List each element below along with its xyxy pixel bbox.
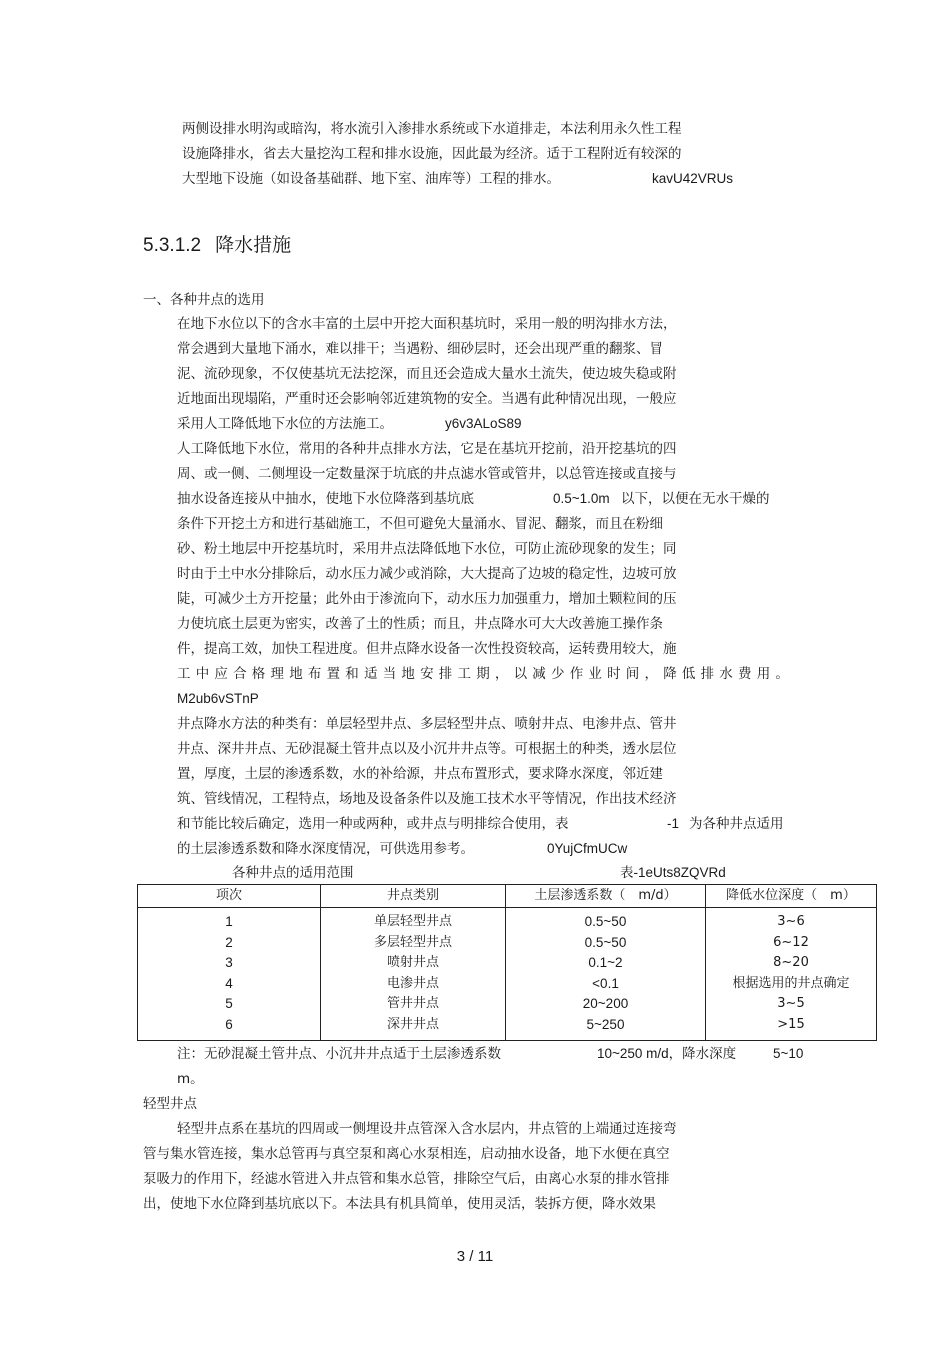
table-cell: 0.5~50 xyxy=(584,914,627,929)
table-header-cell: 项次 xyxy=(138,885,321,908)
index-column xyxy=(138,908,321,1041)
text-line: 采用人工降低地下水位的方法施工。 y6v3ALoS89 xyxy=(177,416,522,432)
table-cell: 深井井点 xyxy=(386,1016,439,1032)
table-note: m。 xyxy=(177,1071,204,1087)
code-label: M2ub6vSTnP xyxy=(177,691,259,706)
table-cell: 单层轻型井点 xyxy=(373,914,452,929)
table-row xyxy=(138,908,877,1041)
page-number: 3 / 11 xyxy=(456,1248,494,1265)
text-line: 在地下水位以下的含水丰富的土层中开挖大面积基坑时，采用一般的明沟排水方法， xyxy=(177,316,677,332)
text-line: 泵吸力的作用下，经滤水管进入井点管和集水总管，排除空气后，由离心水泵的排水管排 xyxy=(143,1171,670,1187)
table-cell: 6 xyxy=(225,1016,233,1032)
text-line: 出，使地下水位降到基坑底以下。本法具有机具简单，使用灵活，装拆方便，降水效果 xyxy=(143,1196,656,1212)
table-cell: <0.1 xyxy=(592,975,619,991)
heading-title: 降水措施 xyxy=(215,234,292,256)
table-cell: 2 xyxy=(225,934,233,950)
table-cell: 电渗井点 xyxy=(386,975,439,991)
subsection-title: 轻型井点 xyxy=(143,1096,197,1112)
text-line: 管与集水管连接，集水总管再与真空泵和离心水泵相连，启动抽水设备，地下水便在真空 xyxy=(143,1146,670,1162)
text-line: 工中应合格理地布置和适当地安排工期，以减少作业时间，降低排水费用。 xyxy=(177,666,795,682)
code-label: -1 xyxy=(667,816,680,831)
type-column xyxy=(321,908,506,1041)
depth-column xyxy=(706,908,877,1041)
table-cell: 多层轻型井点 xyxy=(373,934,452,950)
permeability-column xyxy=(506,908,706,1041)
table-cell: 3 xyxy=(225,955,233,970)
text-line: 条件下开挖土方和进行基础施工，不但可避免大量涌水、冒泥、翻浆，而且在粉细 xyxy=(177,516,663,532)
text-line: 的土层渗透系数和降水深度情况，可供选用参考。 0YujCfmUCw xyxy=(177,841,628,857)
text-line: 大型地下设施（如设备基础群、地下室、油库等）工程的排水。 kavU42VRUs xyxy=(182,171,734,187)
text-line: 陡，可减少土方开挖量；此外由于渗流向下，动水压力加强重力，增加土颗粒间的压 xyxy=(177,591,677,607)
heading-number: 5.3.1.2 xyxy=(143,235,202,256)
text-line: 和节能比较后确定，选用一种或两种，或井点与明排综合使用，表 -1 为各种井点适用 xyxy=(177,816,784,832)
table-cell: 4 xyxy=(225,975,233,991)
table-cell: 5 xyxy=(225,996,233,1011)
text-line: 砂、粉土地层中开挖基坑时，采用井点法降低地下水位，可防止流砂现象的发生；同 xyxy=(177,541,677,557)
text-line: 筑、管线情况，工程特点，场地及设备条件以及施工技术水平等情况，作出技术经济 xyxy=(177,791,677,807)
text-line: 人工降低地下水位，常用的各种井点排水方法，它是在基坑开挖前，沿开挖基坑的四 xyxy=(177,441,677,457)
table-cell: 8~20 xyxy=(773,955,809,970)
table-cell: 1 xyxy=(225,914,233,929)
table-cell: 6~12 xyxy=(773,934,809,950)
text-line: 井点、深井井点、无砂混凝土管井点以及小沉井井点等。可根据土的种类，透水层位 xyxy=(177,741,677,757)
table-cell: >15 xyxy=(777,1016,805,1032)
text-line: 设施降排水，省去大量挖沟工程和排水设施，因此最为经济。适于工程附近有较深的 xyxy=(182,146,682,162)
text-line: 置，厚度，土层的渗透系数，水的补给源，井点布置形式，要求降水深度，邻近建 xyxy=(177,766,663,782)
section-heading xyxy=(143,230,291,257)
code-label: kavU42VRUs xyxy=(652,171,734,186)
table-caption: 各种井点的适用范围 xyxy=(232,865,354,881)
text-line: 抽水设备连接从中抽水，使地下水位降落到基坑底 0.5~1.0m 以下，以便在无水干燥的 xyxy=(177,491,770,507)
text-line: 井点降水方法的种类有：单层轻型井点、多层轻型井点、喷射井点、电渗井点、管井 xyxy=(177,716,677,732)
table-cell: 0.1~2 xyxy=(588,955,623,970)
table-cell: 0.5~50 xyxy=(584,934,627,950)
table-header-cell: 降低水位深度（ m） xyxy=(706,885,877,908)
code-label: 0.5~1.0m xyxy=(553,491,610,506)
table-cell: 3~5 xyxy=(777,996,805,1011)
section-title: 一、各种井点的选用 xyxy=(143,292,265,308)
text-line: 近地面出现塌陷，严重时还会影响邻近建筑物的安全。当遇有此种情况出现，一般应 xyxy=(177,391,677,407)
table-note: 注：无砂混凝土管井点、小沉井井点适于土层渗透系数 10~250 m/d，降水深度 5~10 xyxy=(177,1046,804,1062)
code-label: 0YujCfmUCw xyxy=(547,841,628,856)
table-header-cell: 土层渗透系数（ m/d） xyxy=(506,885,706,908)
text-line: 时由于土中水分排除后，动水压力减少或消除，大大提高了边坡的稳定性，边坡可放 xyxy=(177,566,677,582)
table-header-row xyxy=(138,885,877,908)
table-caption-right: 表-1eUts8ZQVRd xyxy=(620,865,726,880)
table-cell: 根据选用的井点确定 xyxy=(732,975,850,991)
code-label: y6v3ALoS89 xyxy=(445,416,522,431)
text-line: 泥、流砂现象，不仅使基坑无法挖深，而且还会造成大量水土流失，使边坡失稳或附 xyxy=(177,366,677,382)
text-line: 轻型井点系在基坑的四周或一侧埋设井点管深入含水层内，井点管的上端通过连接弯 xyxy=(177,1121,677,1137)
table-cell: 管井井点 xyxy=(386,996,439,1011)
text-line: 常会遇到大量地下涌水，难以排干；当遇粉、细砂层时，还会出现严重的翻浆、冒 xyxy=(177,341,663,357)
text-line: 力使坑底土层更为密实，改善了土的性质；而且，井点降水可大大改善施工操作条 xyxy=(177,616,663,632)
text-line: 件，提高工效，加快工程进度。但井点降水设备一次性投资较高，运转费用较大，施 xyxy=(177,641,677,657)
table-cell: 喷射井点 xyxy=(386,955,439,970)
table-cell: 3~6 xyxy=(777,914,805,929)
table-header-cell: 井点类别 xyxy=(321,885,506,908)
text-line: 两侧设排水明沟或暗沟，将水流引入渗排水系统或下水道排走，本法利用永久性工程 xyxy=(182,121,682,137)
table-cell: 5~250 xyxy=(586,1016,625,1032)
table-cell: 20~200 xyxy=(582,996,629,1011)
text-line: 周、或一侧、二侧埋设一定数量深于坑底的井点滤水管或管井，以总管连接或直接与 xyxy=(177,466,677,482)
well-point-table xyxy=(137,884,877,1041)
